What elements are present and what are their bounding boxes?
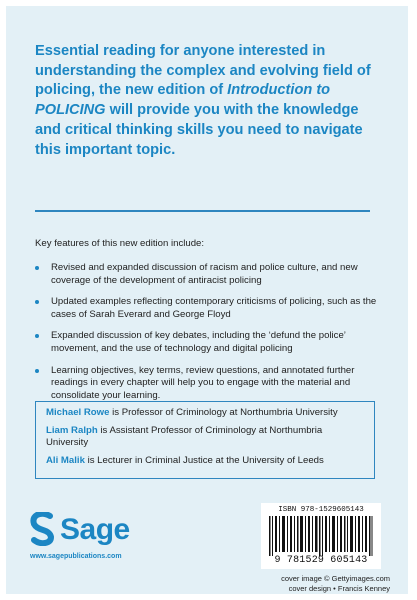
- author-name: Michael Rowe: [46, 407, 110, 418]
- sage-wordmark: Sage: [60, 513, 130, 546]
- blurb-part2: will provide you with the knowledge and critical thinking skills you need to navigate this important topic.: [35, 102, 363, 158]
- bullet-icon: [35, 334, 39, 338]
- author-bio: is Professor of Criminology at Northumbria University: [109, 407, 338, 418]
- author-bio: is Assistant Professor of Criminology at Northumbria University: [46, 424, 323, 449]
- book-title: Introduction to POLICING: [35, 82, 331, 119]
- features-list: [35, 262, 380, 411]
- bullet-icon: [35, 266, 39, 270]
- isbn-label: ISBN 978-1529605143: [278, 506, 364, 514]
- feature-text: Updated examples reflecting contemporary criticisms of policing, such as the cases of Sarah Everard and George Floyd: [51, 296, 377, 320]
- sage-s-icon: [30, 512, 56, 546]
- barcode-bars-icon: [269, 516, 373, 556]
- author-entry: [46, 407, 364, 420]
- feature-text: Expanded discussion of key debates, including the ‘defund the police’ movement, and the use of technology and digital policing: [51, 330, 346, 354]
- author-entry: [46, 425, 364, 450]
- divider-rule: [35, 210, 370, 212]
- feature-item: [35, 262, 380, 287]
- isbn-barcode: [261, 503, 381, 569]
- feature-item: [35, 365, 380, 403]
- feature-item: [35, 330, 380, 355]
- feature-item: [35, 296, 380, 321]
- features-intro: Key features of this new edition include:: [35, 238, 205, 249]
- blurb-part1: Essential reading for anyone interested in understanding the complex and evolving field of policing, the new edition of: [35, 43, 371, 99]
- authors-box: [35, 401, 375, 479]
- feature-text: Learning objectives, key terms, review questions, and annotated further readings in every chapter will help you to engage with the material and consolidate your learning.: [51, 364, 355, 401]
- sage-logo: [30, 512, 180, 548]
- author-name: Liam Ralph: [46, 424, 98, 436]
- bullet-icon: [35, 369, 39, 373]
- cover-design-credit: cover design • Francis Kenney: [288, 584, 390, 593]
- author-name: Ali Malik: [46, 454, 85, 466]
- author-bio: is Lecturer in Criminal Justice at the University of Leeds: [84, 454, 324, 466]
- author-entry: [46, 455, 364, 468]
- publisher-url: www.sagepublications.com: [30, 553, 122, 560]
- isbn-digits: 9 781529 605143: [274, 555, 368, 566]
- feature-text: Revised and expanded discussion of racism and police culture, and new coverage of the development of antiracist policing: [51, 262, 358, 286]
- blurb-text: [35, 42, 380, 160]
- bullet-icon: [35, 300, 39, 304]
- cover-image-credit: cover image © Gettyimages.com: [281, 574, 390, 583]
